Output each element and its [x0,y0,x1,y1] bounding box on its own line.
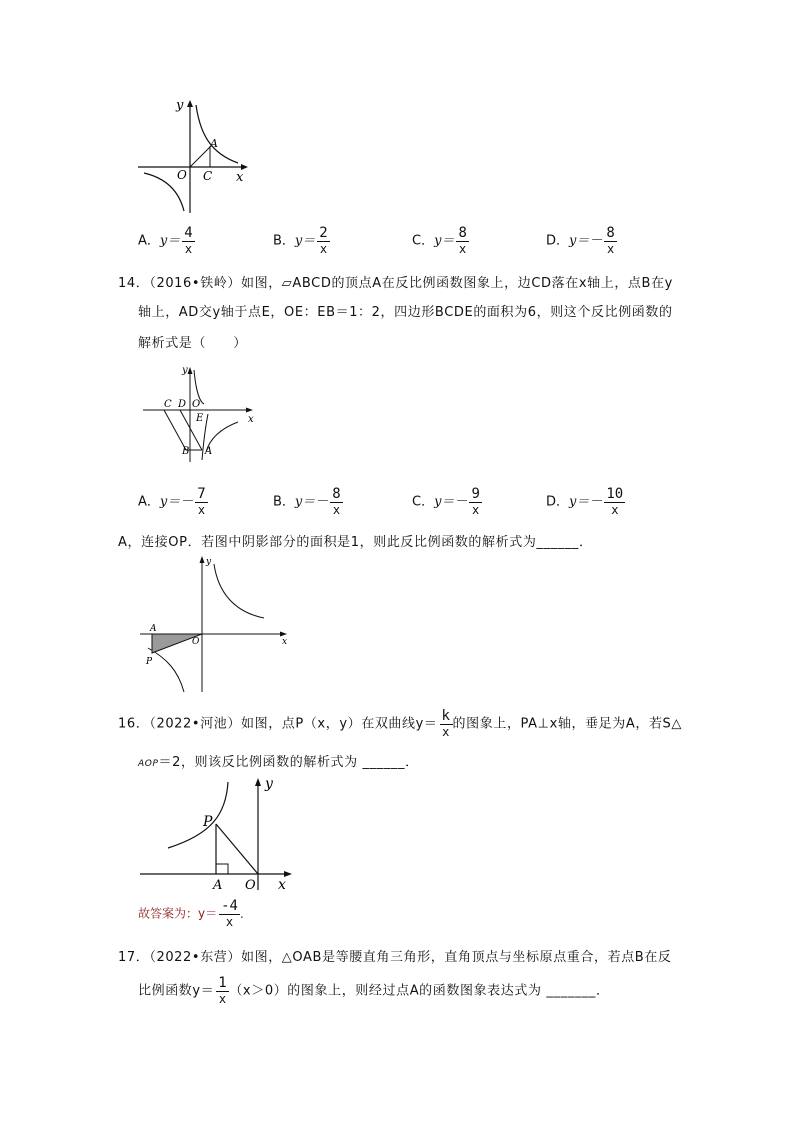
fraction: $\frac{9}{x}$ [471,486,480,517]
fig16-a-label: A [213,878,223,893]
q14-option-a: A．y＝－ $\frac{7}{x}$ [138,486,206,517]
fig14-a-label: A [205,446,213,457]
fraction: $\frac{4}{x}$ [184,225,193,256]
q15-figure [138,552,298,694]
q17-line-2: 比例函数y＝ $\frac{1}{x}$ （x＞0）的图象上，则经过点A的函数图象表达式为 _______． [138,975,610,1006]
q16-answer: 故答案为：y＝ $\frac{-4}{x}$ ． [138,898,252,929]
q17-line-1: 17．（2022•东营）如图，△OAB是等腰直角三角形，直角顶点与坐标原点重合，若点B在反 [118,950,672,965]
fig14-x-label: x [248,414,254,425]
q14-option-b: B．y＝－ $\frac{8}{x}$ [273,486,341,517]
fig16-x-label: x [278,877,286,893]
q13-option-a: A．y＝ $\frac{4}{x}$ [138,225,193,256]
fig14-c-label: C [164,399,172,410]
fraction: $\frac{10}{x}$ [606,486,624,517]
fig15-y-label: y [206,557,212,567]
q14-option-c: C．y＝－ $\frac{9}{x}$ [412,486,480,517]
fraction: $\frac{8}{x}$ [332,486,341,517]
fig14-b-label: B [182,446,190,457]
fraction: $\frac{7}{x}$ [197,486,206,517]
q14-line-2: 轴上，AD交y轴于点E，OE：EB＝1：2，四边形BCDE的面积为6，则这个反比例函数的 [138,305,673,320]
fraction: $\frac{2}{x}$ [319,225,328,256]
fig15-x-label: x [282,637,288,647]
q15-line: A，连接OP．若图中阴影部分的面积是1，则此反比例函数的解析式为______． [118,535,593,550]
fig13-y-label: y [176,98,184,113]
q16-line-2: AOP＝2，则该反比例函数的解析式为 ______． [138,755,419,770]
fig15-o-label: O [192,637,200,647]
q14-line-1: 14．（2016•铁岭）如图，▱ABCD的顶点A在反比例函数图象上，边CD落在x轴上，点B在y [118,276,673,291]
fig15-a-label: A [150,624,157,634]
fraction: $\frac{k}{x}$ [441,708,451,739]
fig14-d-label: D [178,399,187,410]
q14-line-3: 解析式是（ ） [138,336,247,351]
q14-option-d: D．y＝－ $\frac{10}{x}$ [546,486,624,517]
q13-option-b: B．y＝ $\frac{2}{x}$ [273,225,328,256]
fig15-p-label: P [146,657,153,667]
fraction: $\frac{8}{x}$ [606,225,615,256]
q13-figure [130,95,260,220]
fig14-e-label: E [196,413,204,424]
fig16-y-label: y [265,776,273,792]
fig13-a-label: A [210,137,218,150]
q14-figure [138,362,268,467]
fig14-o-label: O [192,399,201,410]
q13-option-c: C．y＝ $\frac{8}{x}$ [412,225,467,256]
fig13-x-label: x [236,170,244,185]
q16-figure [138,774,298,894]
fig16-o-label: O [245,878,256,893]
fig16-p-label: P [203,814,213,830]
q13-option-d: D．y＝－ $\frac{8}{x}$ [546,225,615,256]
fig13-c-label: C [203,169,213,183]
fig14-y-label: y [182,365,188,376]
q16-line-1: 16．（2022•河池）如图，点P（x，y）在双曲线y＝ $\frac{k}{x}$ 的图象上，PA⊥x轴，垂足为A，若S△ [118,708,683,739]
fig13-o-label: O [177,168,187,182]
fraction: $\frac{1}{x}$ [218,975,228,1006]
fraction: $\frac{-4}{x}$ [221,898,238,929]
fraction: $\frac{8}{x}$ [458,225,467,256]
